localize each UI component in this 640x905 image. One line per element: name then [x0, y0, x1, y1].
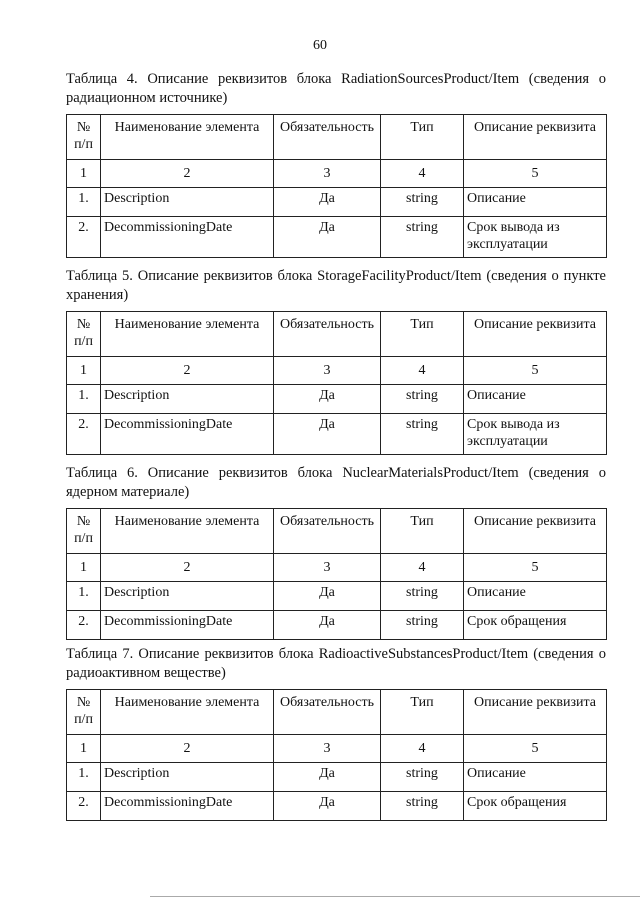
row-type: string [381, 217, 464, 258]
header-required: Обязательность [274, 312, 381, 357]
table-index-row [67, 735, 607, 763]
row-num: 1. [67, 582, 101, 611]
table-header-row [67, 312, 607, 357]
page-number: 60 [313, 38, 327, 53]
table-5-section [66, 267, 606, 455]
header-type: Тип [381, 690, 464, 735]
table-6 [66, 508, 607, 640]
row-num: 2. [67, 217, 101, 258]
row-desc: Описание [464, 385, 607, 414]
index-cell: 4 [381, 160, 464, 188]
index-cell: 2 [101, 554, 274, 582]
header-num: № п/п [67, 312, 101, 357]
index-cell: 2 [101, 160, 274, 188]
row-name: Description [101, 582, 274, 611]
table-5 [66, 311, 607, 455]
table-header-row [67, 115, 607, 160]
row-name: Description [101, 385, 274, 414]
index-cell: 3 [274, 357, 381, 385]
row-desc: Срок обращения [464, 792, 607, 821]
table-header-row [67, 509, 607, 554]
row-required: Да [274, 792, 381, 821]
index-cell: 4 [381, 357, 464, 385]
row-desc: Срок вывода из эксплуатации [464, 414, 607, 455]
row-name: DecommissioningDate [101, 792, 274, 821]
header-desc: Описание реквизита [464, 690, 607, 735]
row-required: Да [274, 611, 381, 640]
header-desc: Описание реквизита [464, 312, 607, 357]
header-type: Тип [381, 509, 464, 554]
table-5-caption: Таблица 5. Описание реквизитов блока StorageFacilityProduct/Item (сведения о пункте хранения) [66, 268, 606, 303]
row-desc: Описание [464, 763, 607, 792]
table-4-caption: Таблица 4. Описание реквизитов блока RadiationSourcesProduct/Item (сведения о радиационном источнике) [66, 71, 606, 106]
table-row [67, 763, 607, 792]
row-desc: Описание [464, 188, 607, 217]
index-cell: 4 [381, 554, 464, 582]
index-cell: 3 [274, 554, 381, 582]
row-required: Да [274, 217, 381, 258]
row-name: Description [101, 763, 274, 792]
page-bottom-divider [150, 896, 640, 897]
index-cell: 2 [101, 357, 274, 385]
index-cell: 1 [67, 735, 101, 763]
header-name: Наименование элемента [101, 312, 274, 357]
index-cell: 5 [464, 160, 607, 188]
header-required: Обязательность [274, 115, 381, 160]
header-name: Наименование элемента [101, 690, 274, 735]
row-desc: Описание [464, 582, 607, 611]
header-type: Тип [381, 115, 464, 160]
row-type: string [381, 385, 464, 414]
row-name: DecommissioningDate [101, 217, 274, 258]
table-row [67, 611, 607, 640]
index-cell: 5 [464, 357, 607, 385]
table-6-section [66, 464, 606, 640]
header-num: № п/п [67, 115, 101, 160]
index-cell: 5 [464, 554, 607, 582]
table-4 [66, 114, 607, 258]
header-desc: Описание реквизита [464, 509, 607, 554]
row-required: Да [274, 582, 381, 611]
table-index-row [67, 357, 607, 385]
header-required: Обязательность [274, 509, 381, 554]
header-num: № п/п [67, 690, 101, 735]
index-cell: 1 [67, 554, 101, 582]
row-type: string [381, 582, 464, 611]
table-index-row [67, 554, 607, 582]
row-num: 2. [67, 611, 101, 640]
header-required: Обязательность [274, 690, 381, 735]
table-index-row [67, 160, 607, 188]
row-type: string [381, 792, 464, 821]
table-row [67, 188, 607, 217]
row-required: Да [274, 763, 381, 792]
index-cell: 2 [101, 735, 274, 763]
row-num: 1. [67, 385, 101, 414]
index-cell: 1 [67, 357, 101, 385]
table-4-section [66, 70, 606, 258]
index-cell: 5 [464, 735, 607, 763]
row-required: Да [274, 385, 381, 414]
header-desc: Описание реквизита [464, 115, 607, 160]
header-name: Наименование элемента [101, 509, 274, 554]
table-7 [66, 689, 607, 821]
table-row [67, 792, 607, 821]
table-row [67, 582, 607, 611]
row-required: Да [274, 414, 381, 455]
index-cell: 3 [274, 735, 381, 763]
table-header-row [67, 690, 607, 735]
row-type: string [381, 414, 464, 455]
row-required: Да [274, 188, 381, 217]
row-name: DecommissioningDate [101, 414, 274, 455]
row-num: 1. [67, 763, 101, 792]
table-row [67, 217, 607, 258]
row-num: 2. [67, 792, 101, 821]
table-6-caption: Таблица 6. Описание реквизитов блока NuclearMaterialsProduct/Item (сведения о ядерном материале) [66, 465, 606, 500]
row-type: string [381, 188, 464, 217]
row-num: 1. [67, 188, 101, 217]
header-num: № п/п [67, 509, 101, 554]
table-row [67, 414, 607, 455]
row-type: string [381, 763, 464, 792]
index-cell: 4 [381, 735, 464, 763]
header-name: Наименование элемента [101, 115, 274, 160]
row-desc: Срок вывода из эксплуатации [464, 217, 607, 258]
index-cell: 1 [67, 160, 101, 188]
table-7-section [66, 645, 606, 821]
row-type: string [381, 611, 464, 640]
row-name: Description [101, 188, 274, 217]
row-name: DecommissioningDate [101, 611, 274, 640]
table-row [67, 385, 607, 414]
row-num: 2. [67, 414, 101, 455]
table-7-caption: Таблица 7. Описание реквизитов блока RadioactiveSubstancesProduct/Item (сведения о радиоактивном веществе) [66, 646, 606, 681]
index-cell: 3 [274, 160, 381, 188]
header-type: Тип [381, 312, 464, 357]
row-desc: Срок обращения [464, 611, 607, 640]
